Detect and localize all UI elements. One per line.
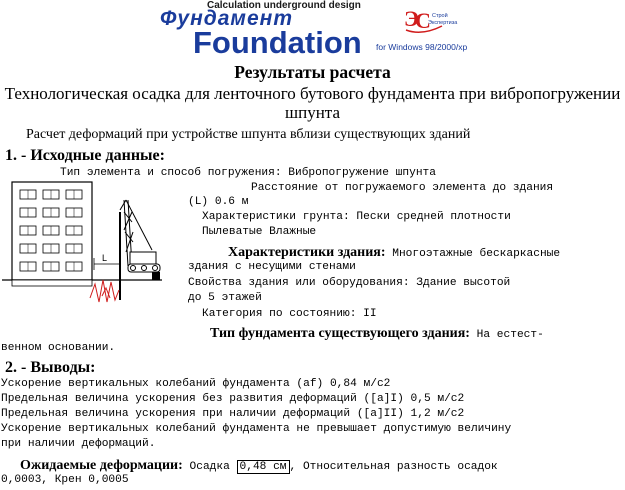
section-heading-input: 1. - Исходные данные:	[5, 147, 165, 164]
properties-line: Свойства здания или оборудования: Здание высотой	[188, 277, 511, 289]
distance-value-line: (L) 0.6 м	[188, 196, 249, 208]
foundation-type-cont: венном основании.	[1, 342, 116, 354]
expected-label: Ожидаемые деформации:	[20, 458, 183, 473]
soil-line: Характеристики грунта: Пески средней плотности	[202, 211, 511, 223]
building-char-line	[228, 243, 560, 261]
foundation-type-label: Тип фундамента существующего здания:	[210, 326, 470, 341]
expected-deformations-line	[20, 456, 498, 474]
properties-line-cont: до 5 этажей	[188, 292, 262, 304]
building-char-value: Многоэтажные бескаркасные	[385, 248, 561, 260]
foundation-type-line	[210, 324, 544, 342]
result-line-1: Ускорение вертикальных колебаний фундамента (af) 0,84 м/с2	[1, 378, 391, 390]
platform-note: for Windows 98/2000/xp	[376, 42, 468, 52]
result-line-5: при наличии деформаций.	[1, 438, 156, 450]
page-subtitle: Технологическая осадка для ленточного бутового фундамента при вибропогружении шпунта	[4, 84, 621, 122]
intro-text: Расчет деформаций при устройстве шпунта вблизи существующих зданий	[26, 127, 471, 142]
category-line: Категория по состоянию: II	[202, 308, 377, 320]
svg-text:Строй: Строй	[432, 13, 448, 19]
settlement-label: Осадка	[182, 461, 237, 473]
soil-line-cont: Пылеватые Влажные	[202, 226, 317, 238]
result-line-3: Предельная величина ускорения при наличии деформаций ([a]II) 1,2 м/с2	[1, 408, 465, 420]
dimension-label: L	[102, 253, 108, 263]
building-illustration	[2, 172, 182, 302]
distance-line: Расстояние от погружаемого элемента до здания	[251, 182, 554, 194]
element-type-line: Тип элемента и способ погружения: Вибропогружение шпунта	[60, 167, 436, 179]
settlement-value: 0,48 см	[237, 460, 290, 474]
section-heading-results: 2. - Выводы:	[5, 359, 96, 376]
page-title: Результаты расчета	[234, 62, 391, 82]
relative-diff-label: , Относительная разность осадок	[289, 461, 498, 473]
building-char-cont: здания с несущими стенами	[188, 261, 356, 273]
result-last-line: 0,0003, Крен 0,0005	[1, 474, 129, 486]
result-line-2: Предельная величина ускорения без развития деформаций ([a]I) 0,5 м/с2	[1, 393, 465, 405]
brand-title-ru: Фундамент	[160, 7, 293, 30]
result-line-4: Ускорение вертикальных колебаний фундамента не превышает допустимую величину	[1, 423, 512, 435]
foundation-type-value: На естест-	[469, 329, 544, 341]
company-logo	[402, 6, 458, 36]
svg-text:Э: Э	[404, 6, 419, 31]
svg-text:Экспертиза: Экспертиза	[428, 20, 458, 26]
svg-text:С: С	[415, 8, 431, 33]
brand-title-en: Foundation	[193, 25, 362, 60]
building-char-label: Характеристики здания:	[228, 245, 386, 260]
header-tagline: Calculation underground design	[207, 0, 361, 11]
